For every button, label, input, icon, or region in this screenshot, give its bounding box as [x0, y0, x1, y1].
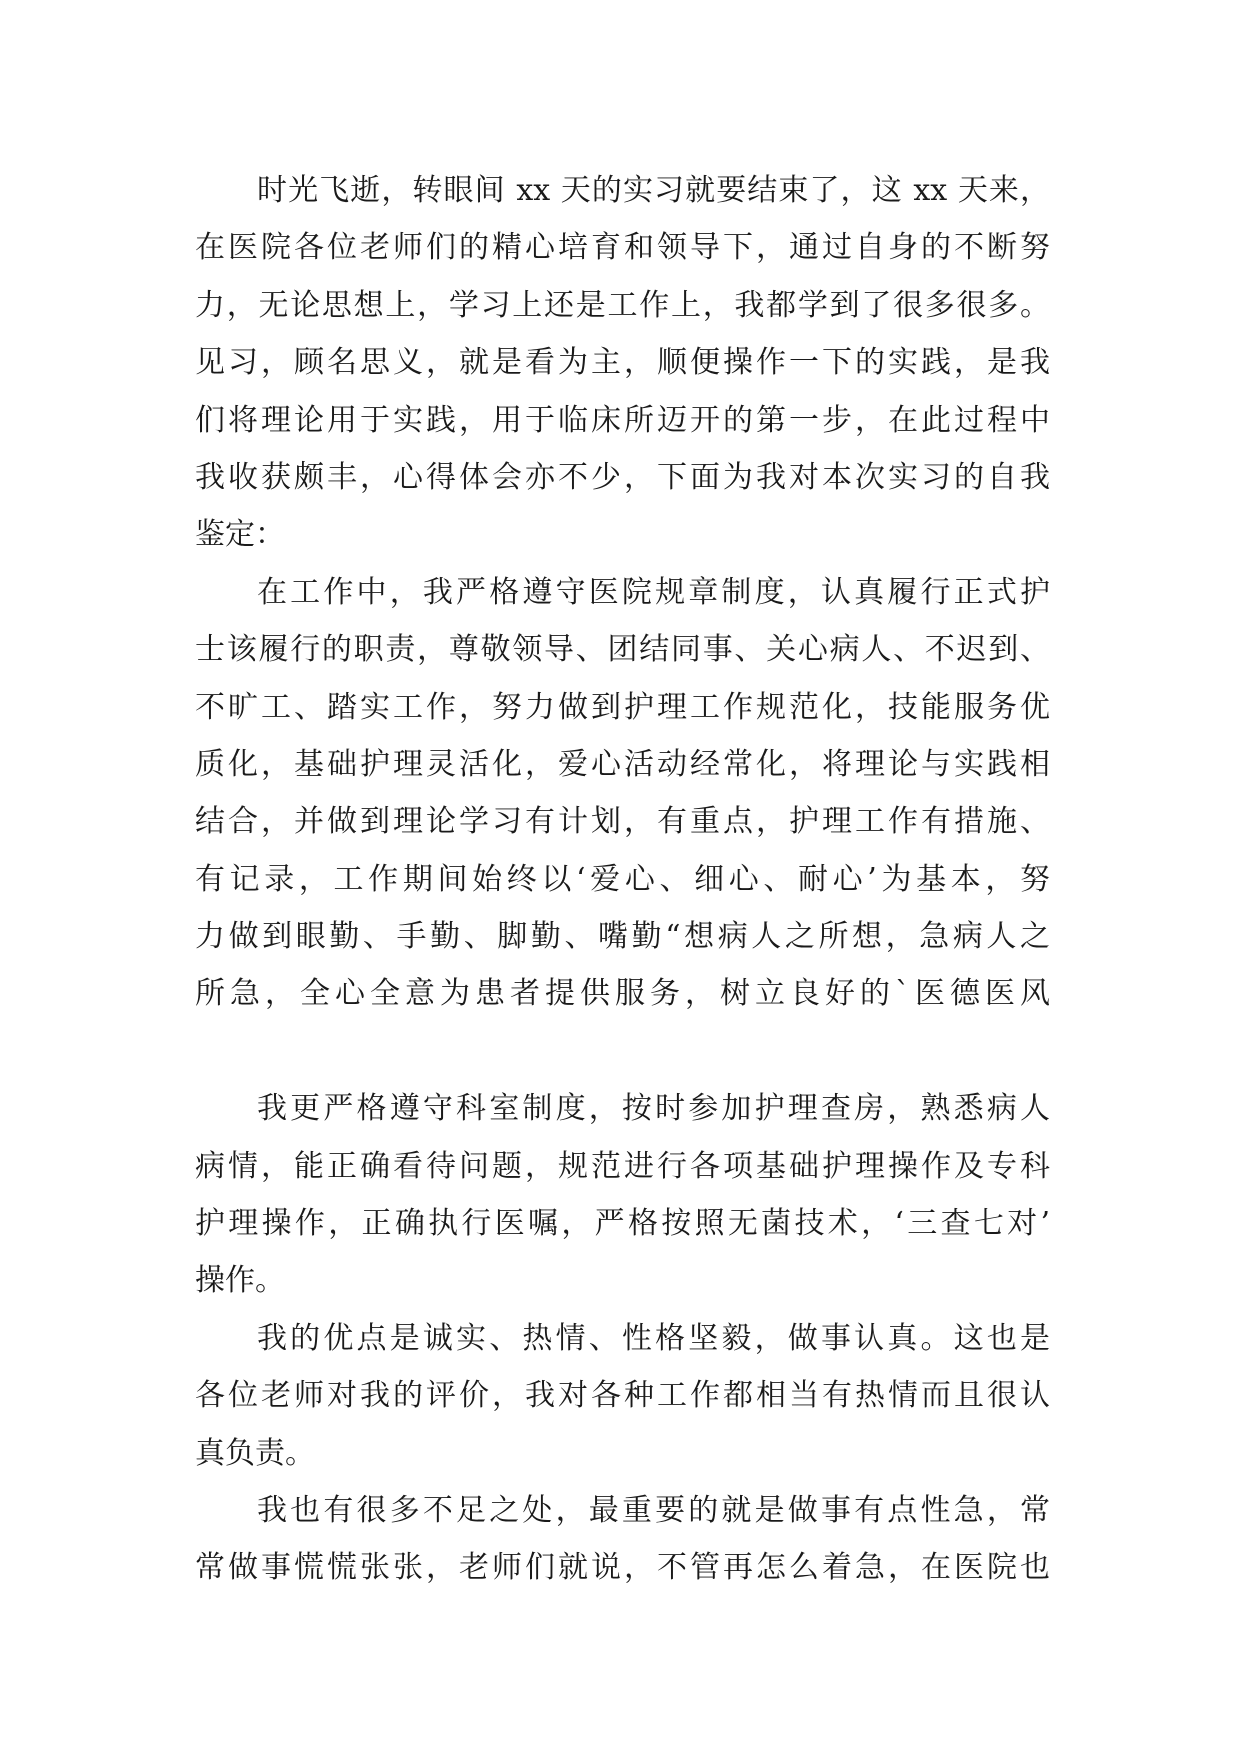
text-line: 我收获颇丰，心得体会亦不少，下面为我对本次实习的自我: [195, 459, 1050, 495]
text-line: 各位老师对我的评价，我对各种工作都相当有热情而且很认: [195, 1378, 1050, 1414]
text-line: 在工作中，我严格遵守医院规章制度，认真履行正式护: [257, 574, 1050, 610]
text-line: 不旷工、踏实工作，努力做到护理工作规范化，技能服务优: [195, 689, 1050, 725]
text-line: 操作。: [195, 1263, 285, 1299]
text-line: 质化，基础护理灵活化，爱心活动经常化，将理论与实践相: [195, 746, 1050, 782]
text-line: 们将理论用于实践，用于临床所迈开的第一步，在此过程中: [195, 402, 1050, 438]
paragraph-5: [195, 1482, 1050, 1597]
document-body: [195, 162, 1050, 1597]
text-line: 病情，能正确看待问题，规范进行各项基础护理操作及专科: [195, 1148, 1050, 1184]
text-line: 鉴定：: [195, 517, 285, 553]
text-line: 常做事慌慌张张，老师们就说，不管再怎么着急，在医院也: [195, 1550, 1050, 1586]
text-line: 我的优点是诚实、热情、性格坚毅，做事认真。这也是: [257, 1320, 1050, 1356]
text-line: [195, 1023, 1050, 1080]
text-line: 力做到眼勤、手勤、脚勤、嘴勤“想病人之所想，急病人之: [195, 919, 1050, 955]
paragraph-1: [195, 162, 1050, 564]
text-line: 结合，并做到理论学习有计划，有重点，护理工作有措施、: [195, 804, 1050, 840]
text-line: 有记录，工作期间始终以‘爱心、细心、耐心’为基本，努: [195, 861, 1050, 897]
paragraph-3: [195, 1080, 1050, 1310]
text-line: 时光飞逝，转眼间 xx 天的实习就要结束了，这 xx 天来，: [257, 173, 1050, 208]
text-line: 护理操作，正确执行医嘱，严格按照无菌技术，‘三查七对’: [195, 1206, 1050, 1242]
text-line: 真负责。: [195, 1435, 315, 1471]
text-line: 所急，全心全意为患者提供服务，树立良好的`医德医风: [195, 976, 1050, 1012]
paragraph-2: [195, 564, 1050, 1081]
paragraph-4: [195, 1310, 1050, 1482]
text-line: 我也有很多不足之处，最重要的就是做事有点性急，常: [257, 1492, 1050, 1528]
text-line: 在医院各位老师们的精心培育和领导下，通过自身的不断努: [195, 230, 1050, 266]
text-line: 士该履行的职责，尊敬领导、团结同事、关心病人、不迟到、: [195, 632, 1050, 668]
text-line: 我更严格遵守科室制度，按时参加护理查房，熟悉病人: [257, 1091, 1050, 1127]
text-line: 见习，顾名思义，就是看为主，顺便操作一下的实践，是我: [195, 345, 1050, 381]
text-line: 力，无论思想上，学习上还是工作上，我都学到了很多很多。: [195, 287, 1050, 323]
